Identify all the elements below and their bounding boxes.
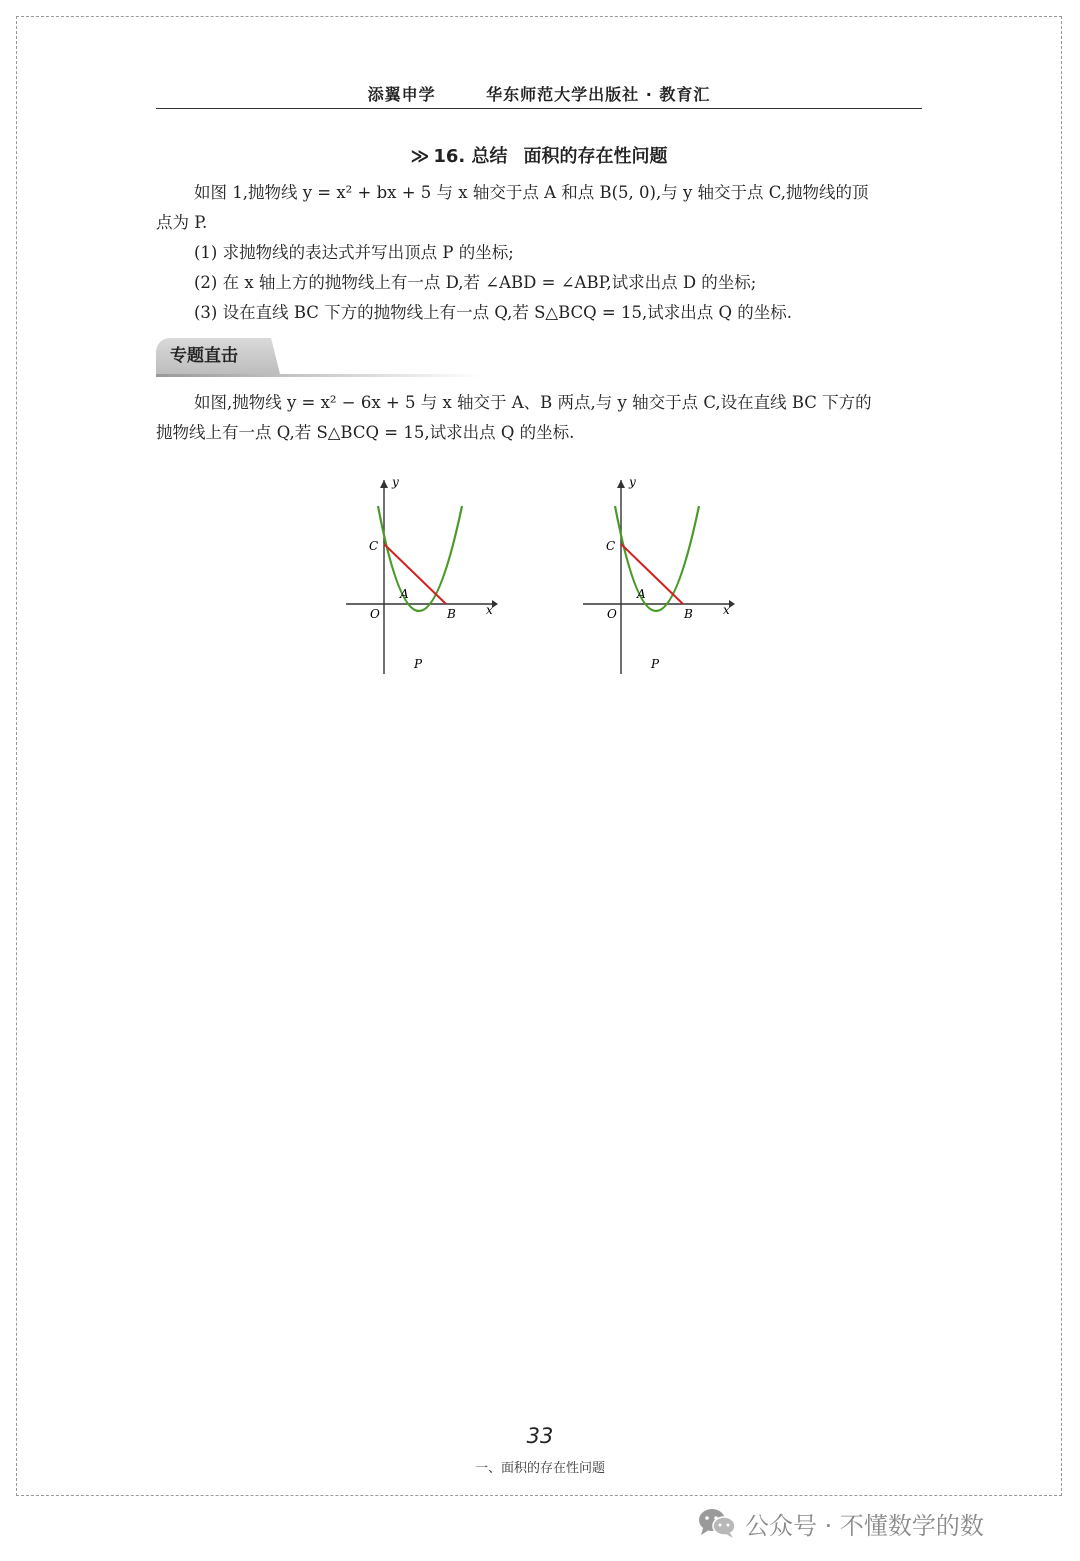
label-x: x	[723, 603, 730, 617]
question-1: (1) 求抛物线的表达式并写出顶点 P 的坐标;	[194, 243, 514, 262]
header-right: 华东师范大学出版社 · 教育汇	[486, 85, 711, 104]
label-x: x	[486, 603, 493, 617]
segment-bc	[621, 544, 683, 604]
title-number: 16.	[433, 146, 466, 167]
label-b: B	[447, 607, 456, 621]
banner-label: 专题直击	[156, 338, 270, 374]
label-c: C	[369, 539, 379, 553]
label-o: O	[607, 607, 617, 621]
y-axis-arrow	[380, 480, 388, 488]
parabola-graph-2	[577, 476, 737, 676]
figure-1	[340, 476, 500, 676]
parabola	[615, 506, 699, 611]
question-3: (3) 设在直线 BC 下方的抛物线上有一点 Q,若 S△BCQ = 15,试求出点 Q 的坐标.	[194, 303, 792, 322]
label-a: A	[637, 587, 646, 601]
label-a: A	[400, 587, 409, 601]
y-axis-arrow	[617, 480, 625, 488]
label-y: y	[629, 476, 636, 489]
label-c: C	[606, 539, 616, 553]
page-header	[156, 82, 922, 109]
title-part2: 面积的存在性问题	[523, 146, 668, 167]
x-axis-arrow	[492, 600, 498, 608]
parabola-graph-1	[340, 476, 500, 676]
wechat-icon	[697, 1507, 737, 1539]
label-y: y	[392, 476, 399, 489]
practice-line2: 抛物线上有一点 Q,若 S△BCQ = 15,试求出点 Q 的坐标.	[156, 423, 575, 442]
problem-intro-line1: 如图 1,抛物线 y = x² + bx + 5 与 x 轴交于点 A 和点 B(5, 0),与 y 轴交于点 C,抛物线的顶	[194, 183, 869, 202]
label-p: P	[651, 657, 660, 671]
label-p: P	[414, 657, 423, 671]
label-b: B	[684, 607, 693, 621]
watermark-text: 公众号 · 不懂数学的数	[745, 1511, 984, 1540]
page-footer: 一、面积的存在性问题	[474, 1461, 605, 1476]
problem-intro-line2: 点为 P.	[156, 213, 208, 232]
question-2: (2) 在 x 轴上方的抛物线上有一点 D,若 ∠ABD = ∠ABP,试求出点 D 的坐标;	[194, 273, 757, 292]
section-title	[156, 142, 922, 168]
header-left: 添翼申学	[367, 85, 436, 104]
practice-line1: 如图,抛物线 y = x² − 6x + 5 与 x 轴交于 A、B 两点,与 y 轴交于点 C,设在直线 BC 下方的	[194, 393, 872, 412]
label-o: O	[370, 607, 380, 621]
watermark	[697, 1503, 984, 1543]
title-part1: 总结	[471, 146, 508, 167]
x-axis-arrow	[729, 600, 735, 608]
page-number: 33	[526, 1424, 554, 1448]
section-banner	[156, 338, 486, 378]
parabola	[378, 506, 462, 611]
title-marker: ≫	[410, 146, 430, 167]
figure-2	[577, 476, 737, 676]
segment-bc	[384, 544, 446, 604]
